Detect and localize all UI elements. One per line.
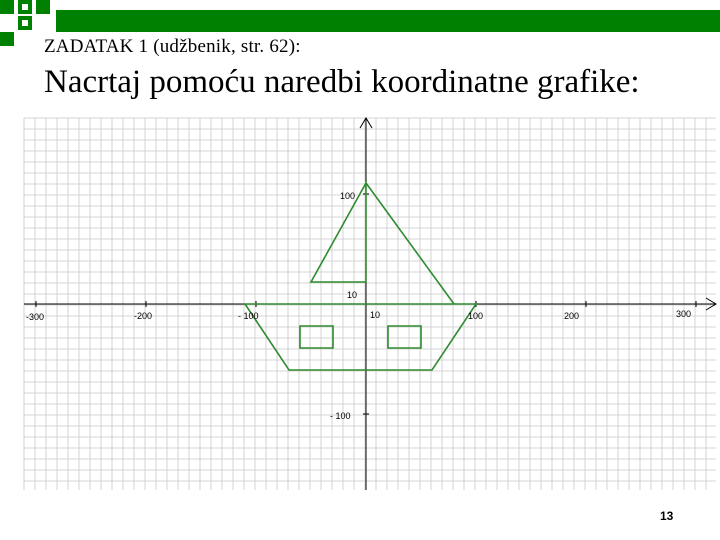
y-label-10: 10: [347, 290, 358, 300]
boat-drawing: [245, 183, 476, 370]
sail-left-triangle: [311, 183, 366, 282]
task-subtitle: ZADATAK 1 (udžbenik, str. 62):: [44, 36, 301, 57]
coordinate-graph: [0, 112, 720, 497]
y-label-100: 100: [340, 191, 356, 201]
x-label-neg200: -200: [134, 311, 153, 321]
x-label-200: 200: [564, 311, 580, 321]
x-label-10: 10: [370, 310, 381, 320]
sail-right-edge: [366, 183, 454, 304]
y-label-neg100: - 100: [330, 411, 351, 421]
x-label-100: 100: [468, 311, 484, 321]
x-label-neg300: -300: [26, 312, 45, 322]
header-bar: [56, 10, 720, 32]
window-right: [388, 326, 421, 348]
x-label-neg100: - 100: [238, 311, 259, 321]
window-left: [300, 326, 333, 348]
page-number: 13: [660, 509, 674, 523]
axis-labels: [26, 191, 691, 421]
x-label-300: 300: [676, 309, 692, 319]
slide-title: Nacrtaj pomoću naredbi koordinatne grafike:: [44, 64, 640, 100]
